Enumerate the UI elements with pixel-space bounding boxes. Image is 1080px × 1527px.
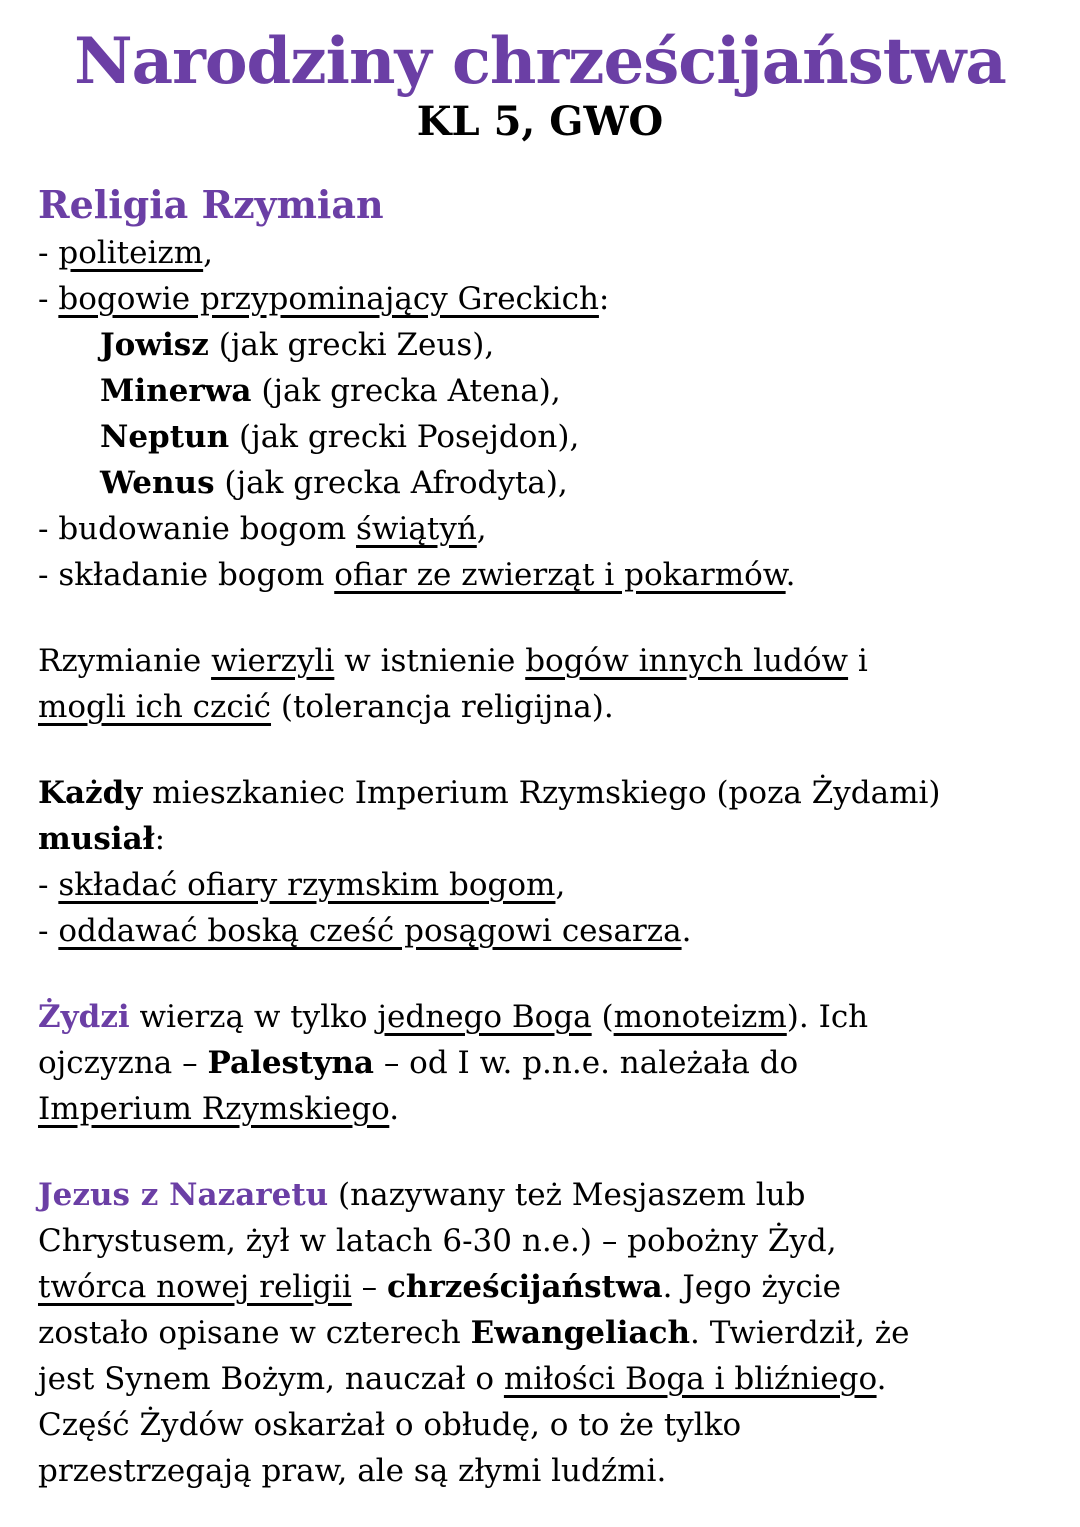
text-segment: . [785,556,796,593]
text-segment: - budowanie bogom [38,510,357,547]
text-line [38,230,1042,276]
text-segment: , [555,866,566,903]
text-segment: (jak grecki Zeus), [208,326,495,363]
text-segment: – [351,1268,388,1305]
text-segment: ofiar ze zwierząt i pokarmów [334,556,786,593]
text-segment: monoteizm [613,998,787,1035]
text-segment: . Jego życie [662,1268,841,1305]
page-subtitle: KL 5, GWO [416,97,664,145]
text-segment: zostało opisane w czterech [38,1314,471,1351]
blank-line [38,954,1042,994]
text-segment: - składanie bogom [38,556,335,593]
text-segment: Ewangeliach [470,1314,691,1351]
text-line [38,1086,1042,1132]
text-line [38,770,1042,816]
text-segment: świątyń [356,510,477,547]
text-segment: bogów innych ludów [525,642,849,679]
text-line [38,638,1042,684]
page-title: Narodziny chrześcijaństwa [74,24,1006,99]
text-line [38,1448,1042,1494]
text-segment: miłości Boga i bliźniego [503,1360,877,1397]
text-segment: chrześcijaństwa [387,1268,663,1305]
text-segment: : [598,280,610,317]
text-segment: Część Żydów oskarżał o obłudę, o to że tylko [38,1406,742,1443]
indented-line [38,460,1042,506]
text-segment: Jowisz [100,326,209,363]
text-segment: mogli ich czcić [38,688,272,725]
text-line [38,862,1042,908]
text-line [38,552,1042,598]
text-segment: wierzyli [211,642,335,679]
text-segment: oddawać boską cześć posągowi cesarza [58,912,682,949]
text-segment: – od I w. p.n.e. należała do [373,1044,799,1081]
text-segment: - [38,912,59,949]
text-segment: Minerwa [100,372,252,409]
indented-line [38,368,1042,414]
text-segment: wierzą w tylko [129,998,378,1035]
text-line [38,994,1042,1040]
text-segment: ojczyzna – [38,1044,208,1081]
text-segment: mieszkaniec Imperium Rzymskiego (poza Żydami) [142,774,941,811]
text-segment: . [389,1090,400,1127]
blank-line [38,1132,1042,1172]
text-segment: przestrzegają praw, ale są złymi ludźmi. [38,1452,667,1489]
text-segment: jednego Boga [377,998,592,1035]
text-segment: (jak grecki Posejdon), [229,418,580,455]
text-segment: Chrystusem, żył w latach 6-30 n.e.) – pobożny Żyd, [38,1222,837,1259]
text-segment: Neptun [100,418,230,455]
text-line [38,1402,1042,1448]
text-line [38,276,1042,322]
text-segment: - [38,234,59,271]
text-segment: w istnienie [334,642,526,679]
text-segment: , [203,234,213,271]
text-segment: Imperium Rzymskiego [38,1090,390,1127]
text-segment: , [476,510,487,547]
text-line [38,1356,1042,1402]
text-segment: bogowie przypominający Greckich [58,280,599,317]
text-segment: - [38,280,59,317]
text-line [38,1040,1042,1086]
text-segment: (tolerancja religijna). [271,688,614,725]
text-line [38,1172,1042,1218]
text-segment: jest Synem Bożym, nauczał o [38,1360,504,1397]
blank-line [38,598,1042,638]
text-line [38,908,1042,954]
text-segment: . [876,1360,887,1397]
indented-line [38,322,1042,368]
indented-line [38,414,1042,460]
blank-line [38,730,1042,770]
text-segment: (jak grecka Atena), [251,372,561,409]
text-line [38,1310,1042,1356]
text-segment: i [848,642,868,679]
text-segment: . Twierdził, że [690,1314,910,1351]
text-segment: : [154,820,166,857]
text-segment: Palestyna [207,1044,374,1081]
text-segment: - [38,866,59,903]
text-line [38,1264,1042,1310]
text-segment: składać ofiary rzymskim bogom [58,866,556,903]
text-segment: Wenus [100,464,215,501]
text-line [38,816,1042,862]
text-segment: Żydzi [38,998,130,1035]
text-segment: politeizm [58,234,204,271]
text-segment: Każdy [38,774,143,811]
text-segment: (jak grecka Afrodyta), [214,464,568,501]
document-body [38,180,1042,1494]
text-line [38,506,1042,552]
text-segment: musiał [38,820,155,857]
text-line [38,684,1042,730]
text-segment: Jezus z Nazaretu [38,1176,329,1213]
text-segment: Rzymianie [38,642,212,679]
text-segment: ( [591,998,614,1035]
text-segment: (nazywany też Mesjaszem lub [328,1176,806,1213]
section-heading [38,180,1042,230]
text-segment: Religia Rzymian [38,181,384,227]
text-segment: . [681,912,692,949]
text-segment: ). Ich [786,998,869,1035]
text-line [38,1218,1042,1264]
text-segment: twórca nowej religii [38,1268,352,1305]
